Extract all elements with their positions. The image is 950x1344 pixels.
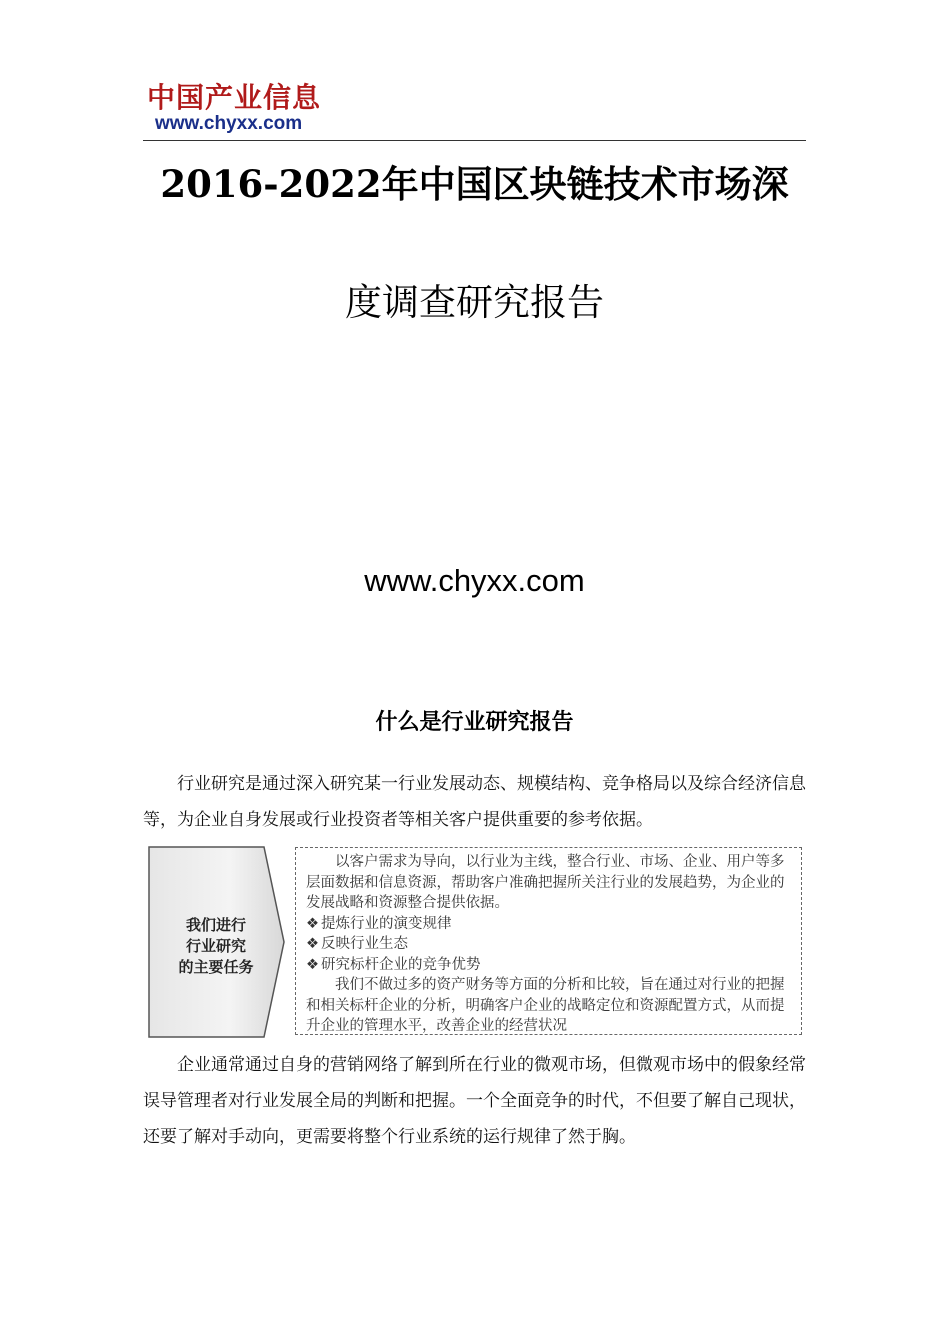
report-title-line-1: 2016-2022年中国区块链技术市场深 bbox=[160, 162, 789, 206]
logo-chinese-name: 中国产业信息 bbox=[147, 81, 322, 114]
figure-bullet-text: 提炼行业的演变规律 bbox=[321, 915, 452, 932]
body-paragraph: 企业通常通过自身的营销网络了解到所在行业的微观市场，但微观市场中的假象经常误导管理者对行业发展全局的判断和把握。一个全面竞争的时代，不但要了解自己现状，还要了解对手动向，更需要将整个行业系统的运行规律了然于胸。 bbox=[143, 1055, 806, 1147]
diamond-bullet-icon: ❖ bbox=[306, 915, 319, 932]
figure-bullet-text: 研究标杆企业的竞争优势 bbox=[321, 956, 481, 973]
figure-left-line: 行业研究 bbox=[185, 937, 246, 955]
figure-bullet-text: 反映行业生态 bbox=[321, 936, 408, 952]
figure-bullet bbox=[306, 934, 791, 955]
research-task-figure bbox=[148, 845, 804, 1039]
website-url: www.chyxx.com bbox=[364, 563, 585, 598]
figure-left-line: 我们进行 bbox=[185, 916, 246, 934]
figure-text-box bbox=[295, 847, 802, 1035]
logo-url: www.chyxx.com bbox=[155, 113, 303, 134]
figure-bullet bbox=[306, 914, 791, 935]
figure-bullet bbox=[306, 955, 791, 976]
intro-paragraph: 行业研究是通过深入研究某一行业发展动态、规模结构、竞争格局以及综合经济信息等，为企业自身发展或行业投资者等相关客户提供重要的参考依据。 bbox=[143, 774, 806, 830]
diamond-bullet-icon: ❖ bbox=[306, 936, 319, 952]
figure-left-line: 的主要任务 bbox=[178, 958, 254, 976]
figure-closing-text: 我们不做过多的资产财务等方面的分析和比较，旨在通过对行业的把握和相关标杆企业的分析，明确客户企业的战略定位和资源配置方式，从而提升企业的管理水平，改善企业的经营状况 bbox=[306, 977, 785, 1034]
diamond-bullet-icon: ❖ bbox=[306, 956, 319, 973]
company-logo bbox=[143, 68, 353, 140]
report-title-line-2: 度调查研究报告 bbox=[345, 281, 604, 324]
figure-left-label bbox=[160, 915, 272, 978]
section-heading: 什么是行业研究报告 bbox=[375, 709, 574, 735]
header-divider bbox=[143, 140, 806, 141]
figure-intro-text: 以客户需求为导向，以行业为主线，整合行业、市场、企业、用户等多层面数据和信息资源，帮助客户准确把握所关注行业的发展趋势，为企业的发展战略和资源整合提供依据。 bbox=[306, 854, 785, 911]
